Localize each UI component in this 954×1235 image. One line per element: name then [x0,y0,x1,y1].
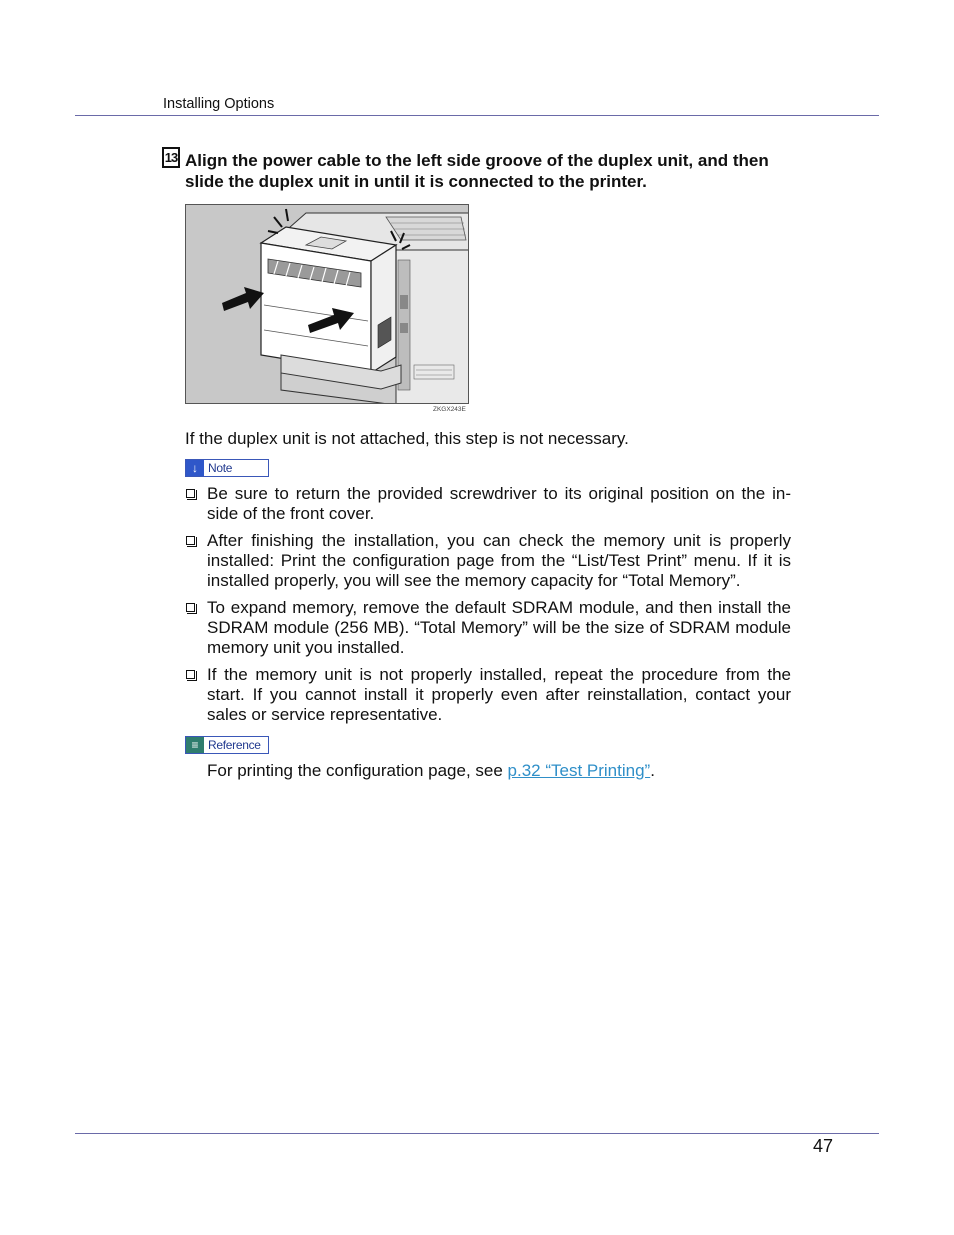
duplex-unit-illustration [185,204,469,404]
reference-label: Reference [208,738,261,752]
note-heading [185,459,269,477]
note-item [185,531,791,591]
step-number-badge: 13 [162,147,180,168]
checkbox-bullet-icon [186,603,195,612]
page-number: 47 [813,1136,834,1156]
checkbox-bullet-icon [186,670,195,679]
reference-text-after: . [650,761,655,780]
checkbox-bullet-icon [186,489,195,498]
note-label: Note [208,461,233,475]
note-list [185,484,791,732]
body-paragraph: If the duplex unit is not attached, this step is not necessary. [185,429,629,448]
step-instruction: Align the power cable to the left side groove of the duplex unit, and then slide the duplex unit in until it is connected to the printer. [185,151,769,191]
note-item [185,598,791,658]
note-item-text: If the memory unit is not properly installed, repeat the procedure from the start. If you cannot install it properly even after reinstallation, contact your sales or service representative. [207,665,791,724]
header-rule [75,115,879,116]
checkbox-bullet-icon [186,536,195,545]
running-header: Installing Options [163,96,275,112]
note-item [185,665,791,725]
document-icon: ≡ [186,737,204,753]
down-arrow-icon: ↓ [186,460,204,476]
note-item-text: Be sure to return the provided screwdriver to its original position on the in-side of the front cover. [207,484,791,523]
figure-code: ZKGX243E [433,406,466,413]
note-item [185,484,791,524]
footer-rule [75,1133,879,1134]
note-item-text: After finishing the installation, you can check the memory unit is properly installed: Print the configuration page from the “List/Test Print” menu. If it is installed properly, you will see the memory capacity for “Total Memory”. [207,531,791,590]
reference-text [207,761,655,781]
note-item-text: To expand memory, remove the default SDRAM module, and then install the SDRAM module (256 MB). “Total Memory” will be the size of SDRAM module memory unit you installed. [207,598,791,657]
test-printing-link[interactable]: p.32 “Test Printing” [507,761,651,780]
reference-text-before: For printing the configuration page, see [207,761,508,780]
reference-heading [185,736,269,754]
